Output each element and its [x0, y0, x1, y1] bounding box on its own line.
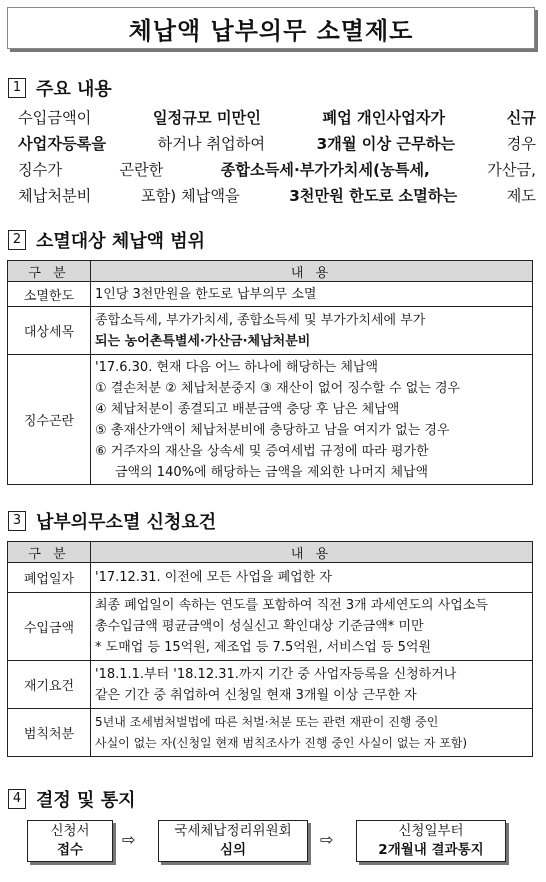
- text-segment: 징수가: [18, 161, 63, 179]
- arrow-right-icon: ⇨: [320, 830, 334, 849]
- step-line: 2개월내 결과통지: [378, 842, 484, 858]
- section-title: 결정 및 통지: [36, 790, 136, 811]
- section-number: 3: [8, 511, 26, 531]
- step-line: 접수: [56, 842, 84, 858]
- emphasis: 신규: [506, 109, 536, 127]
- content-line: 종합소득세, 부가가치세, 종합소득세 및 부가가치세에 부가: [95, 312, 426, 328]
- section-4-heading: [8, 786, 135, 812]
- text-segment: 제도: [506, 187, 536, 205]
- column-header: 구 분: [8, 261, 91, 282]
- row-content: [91, 593, 533, 661]
- section-title: 납부의무소멸 신청요건: [36, 512, 217, 533]
- table-row: [8, 661, 533, 709]
- table-header-row: [8, 261, 533, 282]
- row-label: 대상세목: [8, 307, 91, 355]
- section-number: 1: [8, 78, 26, 98]
- row-content: 1인당 3천만원을 한도로 납부의무 소멸: [91, 282, 533, 307]
- step-line: 신청서: [50, 823, 90, 839]
- flow-step-receipt: [27, 820, 113, 862]
- column-header: 내 용: [91, 261, 533, 282]
- text-segment: 경우: [506, 135, 536, 153]
- text-segment: 가산금,: [487, 161, 536, 179]
- row-content: [91, 355, 533, 485]
- content-line: 총수입금액 평균금액이 성실신고 확인대상 기준금액* 미만: [95, 619, 424, 634]
- content-line: 같은 기간 중 취업하여 신청일 현재 3개월 이상 근무한 자: [95, 687, 417, 703]
- emphasis: 일정규모 미만인: [152, 109, 261, 127]
- table-row: [8, 563, 533, 593]
- process-flow: [0, 820, 546, 866]
- table-header-row: [8, 542, 533, 563]
- row-label: 소멸한도: [8, 282, 91, 307]
- summary-paragraph: [18, 105, 536, 209]
- content-line: ⑤ 총재산가액이 체납처분비에 충당하고 남을 여지가 없는 경우: [95, 422, 450, 438]
- page-title-text: 체납액 납부의무 소멸제도: [128, 16, 414, 45]
- content-line: ④ 체납처분이 종결되고 배분금액 충당 후 남은 체납액: [95, 401, 400, 417]
- row-content: [91, 307, 533, 355]
- content-line: '18.1.1.부터 '18.12.31.까지 기간 중 사업자등록을 신청하거나: [95, 666, 457, 682]
- content-line: * 도매업 등 15억원, 제조업 등 7.5억원, 서비스업 등 5억원: [95, 640, 432, 655]
- content-line: 금액의 140%에 해당하는 금액을 제외한 나머지 체납액: [115, 464, 429, 480]
- summary-line: [18, 105, 536, 131]
- summary-line: [18, 157, 536, 183]
- table-row: [8, 355, 533, 485]
- step-line: 신청일부터: [398, 823, 464, 839]
- emphasis: 3천만원 한도로 소멸하는: [289, 187, 458, 205]
- row-content: [91, 709, 533, 757]
- requirements-table: [7, 541, 533, 757]
- row-label: 재기요건: [8, 661, 91, 709]
- row-label: 폐업일자: [8, 563, 91, 593]
- page-title: [7, 7, 535, 49]
- scope-table: [7, 260, 533, 485]
- flow-step-notify: [356, 820, 506, 862]
- column-header: 구 분: [8, 542, 91, 563]
- table-row: [8, 307, 533, 355]
- table-row: [8, 709, 533, 757]
- emphasis: 폐업 개인사업자가: [322, 109, 446, 127]
- text-segment: 곤란한: [119, 161, 164, 179]
- section-3-heading: [8, 508, 216, 534]
- section-title: 주요 내용: [36, 79, 112, 100]
- section-number: 2: [8, 230, 26, 250]
- content-line: '17.6.30. 현재 다음 어느 하나에 해당하는 체납액: [95, 359, 379, 375]
- summary-line: [18, 183, 536, 209]
- section-2-heading: [8, 227, 205, 253]
- content-line: 사실이 없는 자(신청일 현재 범칙조사가 진행 중인 사실이 없는 자 포함): [95, 735, 468, 750]
- row-label: 수입금액: [8, 593, 91, 661]
- row-label: 범칙처분: [8, 709, 91, 757]
- content-line: 5년내 조세범처벌법에 따른 처벌·처분 또는 관련 재판이 진행 중인: [95, 714, 439, 729]
- emphasis: 사업자등록을: [18, 135, 107, 153]
- table-row: [8, 593, 533, 661]
- table-row: [8, 282, 533, 307]
- text-segment: 체납처분비: [18, 187, 92, 205]
- arrow-right-icon: ⇨: [122, 830, 136, 849]
- flow-step-review: [158, 820, 308, 862]
- section-number: 4: [8, 789, 26, 809]
- emphasis: 3개월 이상 근무하는: [316, 135, 456, 153]
- text-segment: 수입금액이: [18, 109, 92, 127]
- row-content: '17.12.31. 이전에 모든 사업을 폐업한 자: [91, 563, 533, 593]
- content-line: ① 결손처분 ② 체납처분중지 ③ 재산이 없어 징수할 수 없는 경우: [95, 380, 461, 396]
- text-segment: 하거나 취업하여: [157, 135, 266, 153]
- content-line: ⑥ 거주자의 재산을 상속세 및 증여세법 규정에 따라 평가한: [95, 443, 429, 459]
- content-line: 최종 폐업일이 속하는 연도를 포함하여 직전 3개 과세연도의 사업소득: [95, 598, 488, 613]
- step-line: 국세체납정리위원회: [174, 823, 292, 839]
- step-line: 심의: [219, 842, 247, 858]
- summary-line: [18, 131, 536, 157]
- row-label: 징수곤란: [8, 355, 91, 485]
- text-segment: 포함) 체납액을: [140, 187, 240, 205]
- content-line: 되는 농어촌특별세·가산금·체납처분비: [95, 333, 311, 349]
- section-title: 소멸대상 체납액 범위: [36, 231, 206, 252]
- column-header: 내 용: [91, 542, 533, 563]
- row-content: [91, 661, 533, 709]
- section-1-heading: [8, 75, 112, 101]
- emphasis: 종합소득세·부가가치세(농특세,: [220, 161, 430, 179]
